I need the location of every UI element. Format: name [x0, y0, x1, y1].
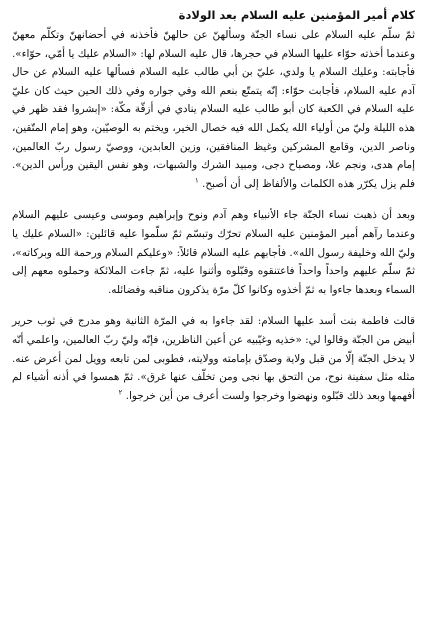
paragraph-3-text: قالت فاطمة بنت أسد عليها السلام: لقد جاءوا به في المرّة الثانية وهو مدرج في ثوب حرير أبيض من الجنّة وقالوا لي: «خذيه وغيّبيه عن أعين الناظرين، فإنّه وليّ ربّ العالمين، واعلمي أنّه لا يدخل الجنّة إلّا من قبل ولاية وصدّق بإمامته وولايته، فطوبى لمن تابعه وويل لمن أعرض عنه. مثله مثل سفينة نوح، من التحق بها نجى ومن تخلّف عنها غرق». ثمّ همسوا في أذنه أشياء لم أفهمها وبعد ذلك قبّلوه ونهضوا وخرجوا ولست أعرف من أين خرجوا.: [12, 315, 415, 402]
paragraph-1-text: ثمّ سلّم عليه السلام على نساء الجنّة وسألهنّ عن حالهنّ فأخذنه في أحضانهنّ وتكلّم معهنّ وعندما أخذته حوّاء عليها السلام في حجرها، قال عليه السلام لها: «السلام عليك يا أمّي، حوّاء». فأجابته: وعليك السلام يا ولدي، عليّ بن أبي طالب عليه السلام فسألها عليه السلام عن حال آدم عليه السلام، فأجابت حوّاء: إنّه يتمتّع بنعم الله وفي جواره وفي ذلك الحين حيث كان عليّ عليه السلام في الكعبة كان أبو طالب عليه السلام ينادي في أزقّة مكّة: «إبشروا فقد ظهر في هذه الليلة وليّ من أولياء الله يكمل الله فيه خصال الخير، ويختم به الوصيّين، وهو إمام المتّقين، وناصر الدين، وقامع المشركين وغيظ المنافقين، وزين العابدين، ووصيّ رسول ربّ العالمين، إمام هدى، ونجم علا، ومصباح دجى، ومبيد الشرك والشبهات، وهو نفس اليقين ورأس الدين». فلم يزل يكرّر هذه الكلمات والألفاظ إلى أن أصبح.: [12, 29, 415, 190]
paragraph-2-text: وبعد أن ذهبت نساء الجنّة جاء الأنبياء وهم آدم ونوح وإبراهيم وموسى وعيسى عليهم السلام وعندما رآهم أمير المؤمنين عليه السلام تحرّك وتبسّم ثمّ سلّموا عليه قائلين: «السلام عليك يا وليّ الله وخليفة رسول الله». فأجابهم عليه السلام قائلاً: «وعليكم السلام ورحمة الله وبركاته»، ثمّ سلّم عليهم واحداً واحداً فاعتنقوه وقبّلوه وأثنوا عليه، ثمّ جاءت الملائكة وحملوه معهم إلى السماء وبعدها جاءوا به ثمّ أخذوه وكانوا كلّ مرّة يذكرون مناقبه وفضائله.: [12, 209, 415, 296]
paragraph-3: [12, 312, 415, 405]
footnote-marker-1: ١: [194, 176, 199, 185]
paragraph-2: [12, 206, 415, 299]
footnote-marker-2: ٢: [118, 388, 123, 397]
section-heading: كلام أمير المؤمنين عليه السلام بعد الولادة: [178, 8, 415, 22]
paragraph-1: [12, 26, 415, 193]
